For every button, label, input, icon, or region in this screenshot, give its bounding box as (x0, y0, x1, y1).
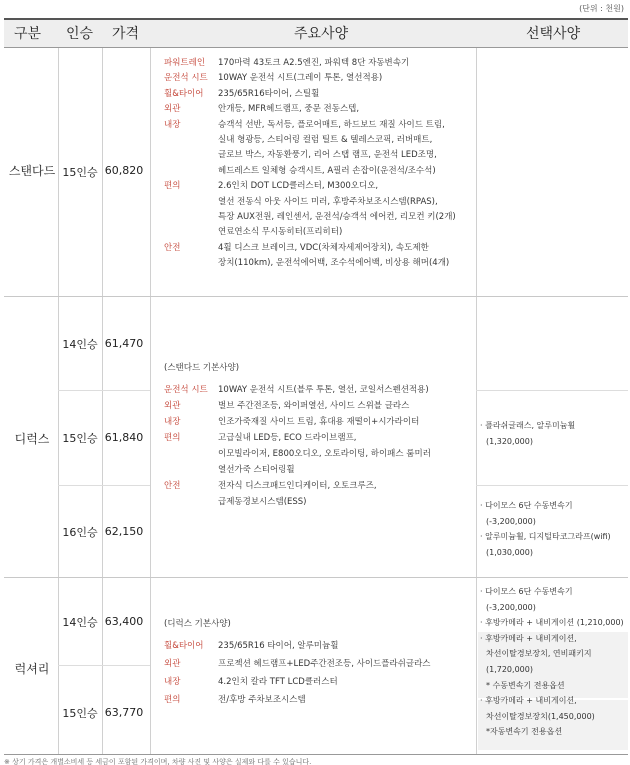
spec-text: 프로젝션 헤드램프+LED주간전조등, 사이드플라쉬글라스 (218, 659, 431, 669)
spec-category: 안전 (164, 242, 181, 253)
spec-row (164, 133, 472, 148)
spec-category: 휠&타이어 (164, 88, 204, 99)
spec-category: 휠&타이어 (164, 641, 204, 651)
seat-deluxe-14: 14인승 (62, 338, 98, 351)
spec-text: 벌브 주간전조등, 와이퍼열선, 사이드 스위블 글라스 (218, 401, 410, 411)
spec-text: 열선가죽 스티어링휠 (218, 465, 295, 475)
spec-text: 10WAY 운전석 시트(블루 투톤, 열선, 코일서스펜션적용) (218, 385, 429, 395)
header-price: 가격 (112, 26, 140, 42)
spec-category: 운전석 시트 (164, 385, 208, 395)
option-line: (1,030,000) (486, 547, 533, 557)
spec-text: 헤드레스트 일체형 승객시트, A필러 손잡이(운전석/조수석) (218, 165, 436, 176)
seat-deluxe-15: 15인승 (62, 432, 98, 445)
spec-text: 장치(110km), 운전석에어백, 조수석에어백, 비상용 해머(4개) (218, 258, 450, 269)
spec-text: 전/후방 주차보조시스템 (218, 695, 306, 705)
option-line: 차선이탈경보장치, 연비패키지 (486, 649, 592, 659)
spec-category (164, 148, 218, 163)
option-line: · 다이모스 6단 수동변속기 (480, 587, 573, 596)
divider (476, 48, 477, 754)
option-line: (1,320,000) (486, 436, 533, 446)
spec-row (164, 195, 472, 210)
trim-standard: 스탠다드 (8, 164, 56, 178)
header-options: 선택사양 (526, 26, 581, 42)
header-main-spec: 주요사양 (294, 26, 349, 42)
trim-luxury: 럭셔리 (14, 662, 50, 676)
option-line: (-3,200,000) (486, 602, 536, 612)
spec-text: 특장 AUX전원, 레인센서, 운전석/승객석 에어컨, 리모컨 키(2개) (218, 212, 456, 223)
spec-deluxe (164, 382, 472, 510)
seat-luxury-14: 14인승 (62, 616, 98, 629)
spec-text: 연료연소식 무시동히터(프리히터) (218, 227, 343, 238)
spec-category: 외관 (164, 104, 181, 115)
price-standard: 60,820 (104, 164, 144, 177)
spec-row (164, 462, 472, 478)
spec-row (164, 225, 472, 240)
option-line: · 후방카메라 + 내비게이션, (480, 696, 577, 706)
spec-row (164, 148, 472, 163)
spec-row (164, 164, 472, 179)
spec-row (164, 398, 472, 414)
seat-luxury-15: 15인승 (62, 707, 98, 720)
spec-row (164, 637, 472, 655)
row-divider (476, 485, 628, 486)
divider (58, 48, 59, 754)
row-divider (58, 665, 150, 666)
option-line: *자동변속기 전용옵션 (486, 727, 563, 737)
spec-category: 내장 (164, 119, 181, 130)
spec-row (164, 179, 472, 194)
row-divider (476, 390, 628, 391)
option-line: · 플라쉬글래스, 알루미늄휠 (480, 421, 576, 430)
divider (102, 48, 103, 754)
price-deluxe-14: 61,470 (104, 337, 144, 350)
spec-category: 편의 (164, 695, 181, 705)
spec-row (164, 102, 472, 117)
spec-text: 235/65R16 타이어, 알루미늄휠 (218, 641, 339, 651)
options-deluxe-15 (480, 418, 626, 449)
spec-text: 2.6인치 DOT LCD클러스터, M300오디오, (218, 181, 379, 192)
spec-text: 인조가죽재질 사이드 트림, 휴대용 재떨이+시가라이터 (218, 417, 420, 427)
spec-row (164, 414, 472, 430)
spec-category: 운전석 시트 (164, 73, 208, 84)
spec-row (164, 256, 472, 271)
spec-row (164, 241, 472, 256)
footer-note: ※ 상기 가격은 개별소비세 등 세금이 포함된 가격이며, 차량 사진 및 사양은 실제와 다를 수 있습니다. (4, 758, 312, 765)
options-luxury (480, 584, 626, 740)
option-line: 차선이탈경보장치(1,450,000) (486, 711, 595, 721)
spec-row (164, 494, 472, 510)
trim-deluxe: 디럭스 (14, 432, 50, 446)
spec-text: 고급실내 LED등, ECO 드라이브램프, (218, 433, 357, 443)
spec-category (164, 133, 218, 148)
spec-row (164, 446, 472, 462)
spec-row (164, 118, 472, 133)
spec-category (164, 494, 218, 510)
spec-row (164, 71, 472, 86)
table-bottom (4, 754, 628, 755)
spec-text: 전자식 디스크패드인디케이터, 오토크루즈, (218, 481, 377, 491)
option-line: · 후방카메라 + 내비게이션, (480, 633, 577, 643)
spec-category: 내장 (164, 677, 181, 687)
spec-category (164, 195, 218, 210)
spec-text: 글로브 박스, 자동환풍기, 리어 스탭 램프, 운전석 LED조명, (218, 150, 437, 161)
spec-text: 4.2인치 칼라 TFT LCD클러스터 (218, 677, 338, 687)
spec-row (164, 655, 472, 673)
spec-category (164, 225, 218, 240)
spec-text: 4휠 디스크 브레이크, VDC(차체자세제어장치), 속도제한 (218, 242, 429, 253)
price-luxury-15: 63,770 (104, 706, 144, 719)
spec-row (164, 691, 472, 709)
spec-category: 편의 (164, 181, 181, 192)
spec-category: 외관 (164, 401, 181, 411)
option-line: · 다이모스 6단 수동변속기 (480, 501, 573, 510)
spec-category (164, 462, 218, 478)
row-divider (58, 485, 150, 486)
row-divider (4, 577, 628, 578)
option-line: · 알루미늄휠, 디지털타코그라프(wifi) (480, 532, 611, 542)
table-header (4, 18, 628, 48)
spec-text: 10WAY 운전석 시트(그레이 투톤, 열선적용) (218, 73, 383, 84)
spec-text: 170마력 43토크 A2.5엔진, 파워텍 8단 자동변속기 (218, 58, 410, 68)
seat-deluxe-16: 16인승 (62, 526, 98, 539)
spec-category (164, 164, 218, 179)
header-seat: 인승 (66, 26, 94, 42)
spec-text: 승객석 선반, 독서등, 플로어매트, 하드보드 재질 사이드 트림, (218, 119, 445, 130)
spec-row (164, 87, 472, 102)
spec-row (164, 210, 472, 225)
row-divider (4, 296, 628, 297)
spec-category (164, 446, 218, 462)
divider (150, 48, 151, 754)
spec-category (164, 256, 218, 271)
spec-luxury (164, 637, 472, 709)
spec-text: 실내 형광등, 스티어링 컬럼 틸트 & 텔레스코픽, 러버매트, (218, 135, 433, 146)
unit-label: (단위 : 천원) (579, 4, 624, 13)
spec-category: 안전 (164, 481, 181, 491)
options-deluxe-16 (480, 498, 626, 560)
spec-standard (164, 56, 472, 272)
spec-text: 안개등, MFR헤드램프, 중문 전동스텝, (218, 104, 360, 115)
spec-row (164, 673, 472, 691)
spec-category: 파워트레인 (164, 58, 206, 68)
spec-row (164, 56, 472, 71)
row-divider (58, 390, 150, 391)
spec-row (164, 430, 472, 446)
spec-category: 내장 (164, 417, 181, 427)
option-line: (-3,200,000) (486, 516, 536, 526)
header-trim: 구분 (14, 26, 42, 42)
spec-text: 열선 전동식 아웃 사이드 미러, 후방주차보조시스템(RPAS), (218, 196, 438, 207)
option-line: (1,720,000) (486, 664, 533, 674)
price-luxury-14: 63,400 (104, 615, 144, 628)
price-deluxe-15: 61,840 (104, 431, 144, 444)
spec-text: 급제동경보시스템(ESS) (218, 497, 307, 507)
spec-row (164, 478, 472, 494)
spec-text: 235/65R16타이어, 스틸휠 (218, 88, 320, 99)
basic-note-luxury: (디럭스 기본사양) (164, 619, 231, 629)
option-line: · 후방카메라 + 내비게이션 (1,210,000) (480, 618, 624, 628)
spec-category: 편의 (164, 433, 181, 443)
spec-category: 외관 (164, 659, 181, 669)
spec-category (164, 210, 218, 225)
basic-note-deluxe: (스탠다드 기본사양) (164, 363, 240, 373)
option-line: * 수동변속기 전용옵션 (486, 680, 565, 690)
price-deluxe-16: 62,150 (104, 525, 144, 538)
spec-row (164, 382, 472, 398)
seat-standard: 15인승 (62, 166, 98, 179)
spec-text: 이모빌라이저, E800오디오, 오토라이팅, 하이패스 룸미러 (218, 449, 431, 459)
